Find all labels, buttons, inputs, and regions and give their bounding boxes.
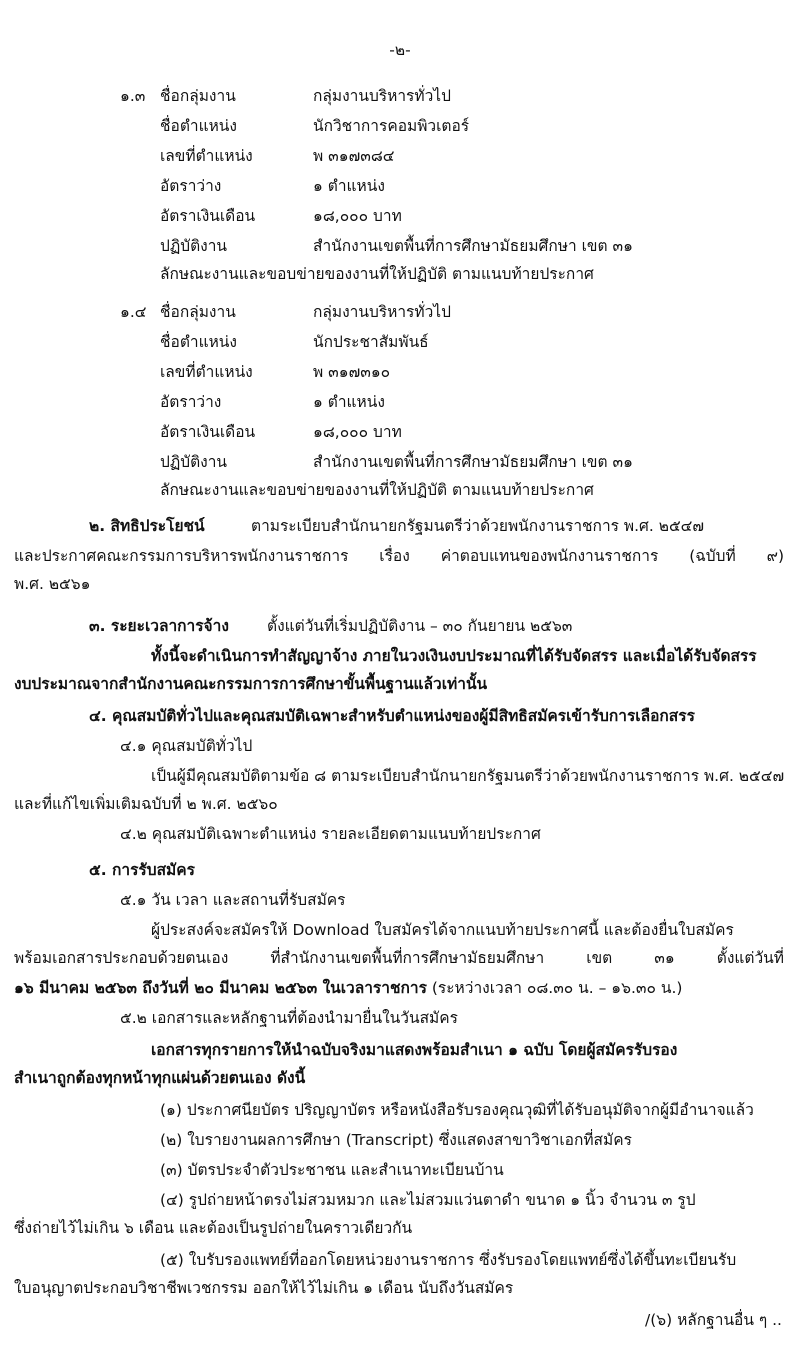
section-2-heading: ๒. สิทธิประโยชน์: [89, 517, 205, 535]
document-item-5-line-1: (๕) ใบรับรองแพทย์ที่ออกโดยหน่วยงานราชการ ซึ่งรับรองโดยแพทย์ซึ่งได้ขึ้นทะเบียนรับ: [160, 1251, 737, 1269]
group-2-value-1: กลุ่มงานบริหารทั่วไป: [313, 303, 451, 321]
section-5-2-line-1: เอกสารทุกรายการให้นำฉบับจริงมาแสดงพร้อมสำเนา ๑ ฉบับ โดยผู้สมัครรับรอง: [151, 1041, 678, 1059]
group-1-label-5: อัตราเงินเดือน: [160, 207, 256, 225]
section-4-1-line-1: เป็นผู้มีคุณสมบัติตามข้อ ๘ ตามระเบียบสำนักนายกรัฐมนตรีว่าด้วยพนักงานราชการ พ.ศ. ๒๕๔๗: [151, 767, 785, 785]
application-hours: (ระหว่างเวลา ๐๘.๓๐ น. – ๑๖.๓๐ น.): [426, 979, 683, 997]
group-1-number: ๑.๓: [120, 87, 146, 105]
group-1-value-2: นักวิชาการคอมพิวเตอร์: [313, 117, 470, 135]
group-1-label-4: อัตราว่าง: [160, 177, 222, 195]
section-3-heading: ๓. ระยะเวลาการจ้าง: [89, 617, 229, 635]
section-3-line-3: งบประมาณจากสำนักงานคณะกรรมการการศึกษาขั้นพื้นฐานแล้วเท่านั้น: [14, 675, 488, 693]
group-2-label-4: อัตราว่าง: [160, 393, 222, 411]
section-2-line-2: และประกาศคณะกรรมการบริหารพนักงานราชการ เรื่อง ค่าตอบแทนของพนักงานราชการ (ฉบับที่ ๙): [14, 547, 784, 565]
group-1-label-2: ชื่อตำแหน่ง: [160, 117, 237, 135]
group-2-number: ๑.๔: [120, 303, 147, 321]
group-1-value-6: สำนักงานเขตพื้นที่การศึกษามัธยมศึกษา เขต ๓๑: [313, 237, 633, 255]
group-1-label-6: ปฏิบัติงาน: [160, 237, 228, 255]
section-5-1-heading: ๕.๑ วัน เวลา และสถานที่รับสมัคร: [120, 891, 346, 909]
section-3-line-1: ตั้งแต่วันที่เริ่มปฏิบัติงาน – ๓๐ กันยายน ๒๕๖๓: [267, 617, 573, 635]
group-2-value-3: พ ๓๑๗๓๑๐: [313, 363, 391, 381]
group-2-value-4: ๑ ตำแหน่ง: [313, 393, 385, 411]
group-1-label-3: เลขที่ตำแหน่ง: [160, 147, 253, 165]
group-1-value-1: กลุ่มงานบริหารทั่วไป: [313, 87, 451, 105]
section-4-1-heading: ๔.๑ คุณสมบัติทั่วไป: [120, 737, 253, 755]
section-5-1-line-2: พร้อมเอกสารประกอบด้วยตนเอง ที่สำนักงานเขตพื้นที่การศึกษามัธยมศึกษา เขต ๓๑ ตั้งแต่วันที่: [14, 949, 784, 967]
section-5-heading: ๕. การรับสมัคร: [89, 861, 195, 879]
group-2-label-1: ชื่อกลุ่มงาน: [160, 303, 236, 321]
application-dates: ๑๖ มีนาคม ๒๕๖๓ ถึงวันที่ ๒๐ มีนาคม ๒๕๖๓ ในเวลาราชการ: [14, 979, 427, 997]
continued-marker: /(๖) หลักฐานอื่น ๆ ..: [645, 1311, 782, 1329]
group-2-label-6: ปฏิบัติงาน: [160, 453, 228, 471]
section-5-1-line-1: ผู้ประสงค์จะสมัครให้ Download ใบสมัครได้จากแนบท้ายประกาศนี้ และต้องยื่นใบสมัคร: [151, 921, 734, 939]
group-1-value-3: พ ๓๑๗๓๘๔: [313, 147, 395, 165]
section-4-2-heading: ๔.๒ คุณสมบัติเฉพาะตำแหน่ง รายละเอียดตามแนบท้ายประกาศ: [120, 825, 541, 843]
group-2-label-3: เลขที่ตำแหน่ง: [160, 363, 253, 381]
section-5-2-heading: ๕.๒ เอกสารและหลักฐานที่ต้องนำมายื่นในวันสมัคร: [120, 1009, 458, 1027]
group-2-value-2: นักประชาสัมพันธ์: [313, 333, 429, 351]
group-1-value-4: ๑ ตำแหน่ง: [313, 177, 385, 195]
section-5-2-line-2: สำเนาถูกต้องทุกหน้าทุกแผ่นด้วยตนเอง ดังนี้: [14, 1069, 306, 1087]
group-1-value-5: ๑๘,๐๐๐ บาท: [313, 207, 402, 225]
group-2-label-2: ชื่อตำแหน่ง: [160, 333, 237, 351]
group-2-value-5: ๑๘,๐๐๐ บาท: [313, 423, 402, 441]
group-1-label-1: ชื่อกลุ่มงาน: [160, 87, 236, 105]
section-4-heading: ๔. คุณสมบัติทั่วไปและคุณสมบัติเฉพาะสำหรับตำแหน่งของผู้มีสิทธิสมัครเข้ารับการเลือกสรร: [89, 707, 695, 725]
document-item-3: (๓) บัตรประจำตัวประชาชน และสำเนาทะเบียนบ้าน: [160, 1161, 504, 1179]
section-2-line-3: พ.ศ. ๒๕๖๑: [14, 575, 91, 593]
document-item-4-line-1: (๔) รูปถ่ายหน้าตรงไม่สวมหมวก และไม่สวมแว่นตาดำ ขนาด ๑ นิ้ว จำนวน ๓ รูป: [160, 1191, 696, 1209]
group-2-label-5: อัตราเงินเดือน: [160, 423, 256, 441]
group-1-note: ลักษณะงานและขอบข่ายของงานที่ให้ปฏิบัติ ตามแนบท้ายประกาศ: [160, 265, 594, 283]
document-item-4-line-2: ซึ่งถ่ายไว้ไม่เกิน ๖ เดือน และต้องเป็นรูปถ่ายในคราวเดียวกัน: [14, 1219, 413, 1237]
group-2-note: ลักษณะงานและขอบข่ายของงานที่ให้ปฏิบัติ ตามแนบท้ายประกาศ: [160, 481, 594, 499]
section-5-1-line-3: [14, 978, 682, 998]
page-number: -๒-: [389, 41, 411, 59]
section-4-1-line-2: และที่แก้ไขเพิ่มเติมฉบับที่ ๒ พ.ศ. ๒๕๖๐: [14, 795, 278, 813]
document-item-1: (๑) ประกาศนียบัตร ปริญญาบัตร หรือหนังสือรับรองคุณวุฒิที่ได้รับอนุมัติจากผู้มีอำนาจแล้ว: [160, 1101, 754, 1119]
group-2-value-6: สำนักงานเขตพื้นที่การศึกษามัธยมศึกษา เขต ๓๑: [313, 453, 633, 471]
document-item-2: (๒) ใบรายงานผลการศึกษา (Transcript) ซึ่งแสดงสาขาวิชาเอกที่สมัคร: [160, 1131, 632, 1149]
section-2-line-1: ตามระเบียบสำนักนายกรัฐมนตรีว่าด้วยพนักงานราชการ พ.ศ. ๒๕๔๗: [251, 517, 705, 535]
document-item-5-line-2: ใบอนุญาตประกอบวิชาชีพเวชกรรม ออกให้ไว้ไม่เกิน ๑ เดือน นับถึงวันสมัคร: [14, 1279, 514, 1297]
section-3-line-2: ทั้งนี้จะดำเนินการทำสัญญาจ้าง ภายในวงเงินงบประมาณที่ได้รับจัดสรร และเมื่อได้รับจัดสรร: [151, 647, 757, 665]
